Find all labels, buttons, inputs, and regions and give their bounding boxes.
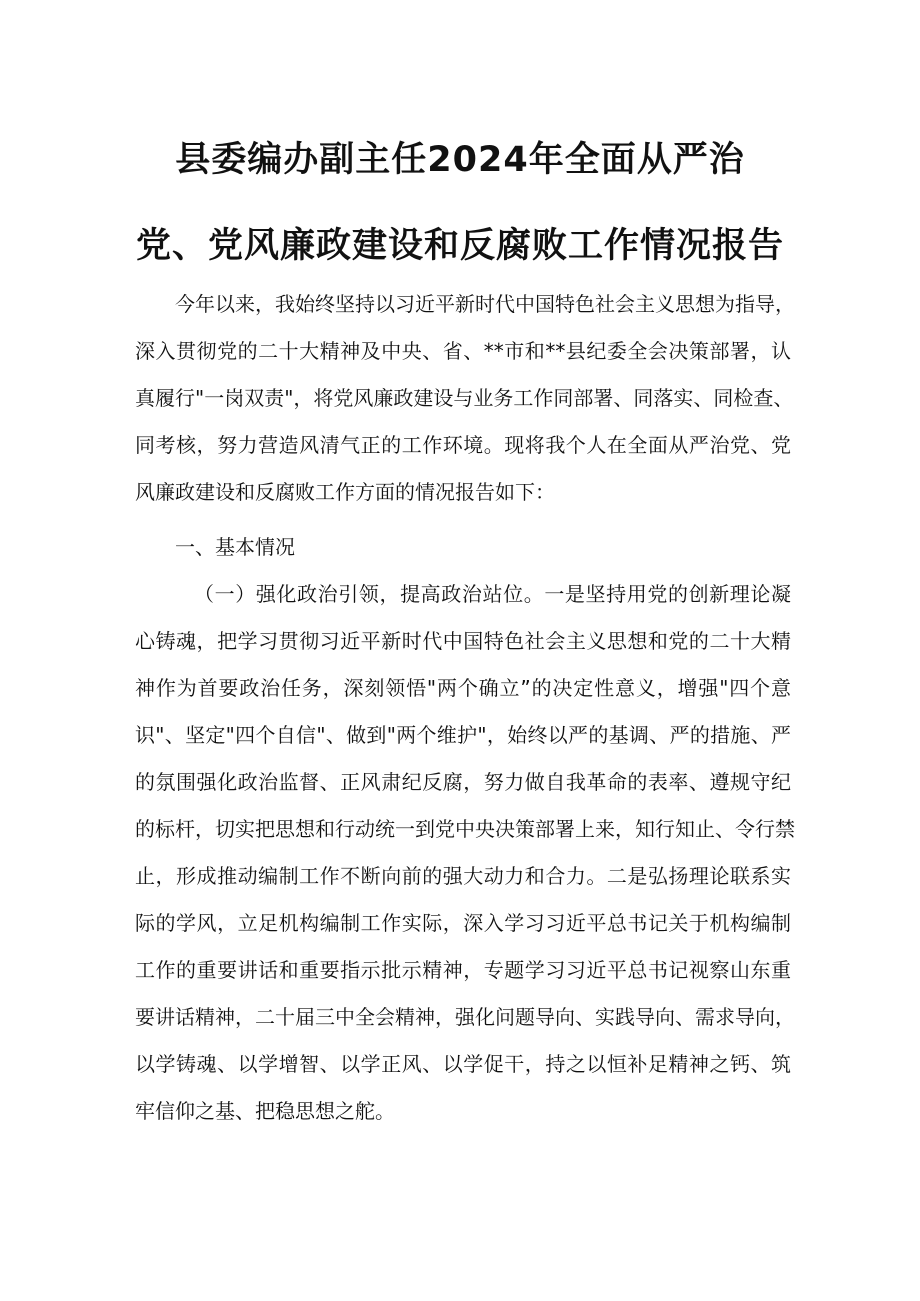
paragraph-line: 以学铸魂、以学增智、以学正风、以学促干，持之以恒补足精神之钙、筑 [135,1052,791,1076]
paragraph-line: 风廉政建设和反腐败工作方面的情况报告如下： [135,480,555,504]
paragraph-line: 要讲话精神，二十届三中全会精神，强化问题导向、实践导向、需求导向， [135,1005,795,1029]
paragraph-line: 的标杆，切实把思想和行动统一到党中央决策部署上来，知行知止、令行禁 [135,817,795,841]
paragraph-line: 真履行"一岗双责"，将党风廉政建设与业务工作同部署、同落实、同检查、 [135,386,794,410]
paragraph-line: 今年以来，我始终坚持以习近平新时代中国特色社会主义思想为指导， [175,292,795,316]
paragraph-line: 的氛围强化政治监督、正风肃纪反腐，努力做自我革命的表率、遵规守纪 [135,770,791,794]
paragraph-line: 心铸魂，把学习贯彻习近平新时代中国特色社会主义思想和党的二十大精 [135,629,791,653]
section-heading: 一、基本情况 [175,535,295,559]
paragraph-line: 识"、坚定"四个自信"、做到"两个维护"，始终以严的基调、严的措施、严 [135,723,791,747]
paragraph-line: 同考核，努力营造风清气正的工作环境。现将我个人在全面从严治党、党 [135,433,791,457]
paragraph-line: 际的学风，立足机构编制工作实际，深入学习习近平总书记关于机构编制 [135,911,791,935]
paragraph-line: 牢信仰之基、把稳思想之舵。 [135,1099,395,1123]
paragraph-line: 深入贯彻党的二十大精神及中央、省、**市和**县纪委全会决策部署，认 [135,339,791,363]
document-title-line-2: 党、党风廉政建设和反腐败工作情况报告 [135,226,784,266]
document-title-line-1: 县委编办副主任2024年全面从严治 [175,140,745,180]
subsection-heading-line: （一）强化政治引领，提高政治站位。一是坚持用党的创新理论凝 [194,582,791,606]
paragraph-line: 工作的重要讲话和重要指示批示精神，专题学习习近平总书记视察山东重 [135,958,791,982]
paragraph-line: 止，形成推动编制工作不断向前的强大动力和合力。二是弘扬理论联系实 [135,864,791,888]
paragraph-line: 神作为首要政治任务，深刻领悟"两个确立”的决定性意义，增强"四个意 [135,676,791,700]
